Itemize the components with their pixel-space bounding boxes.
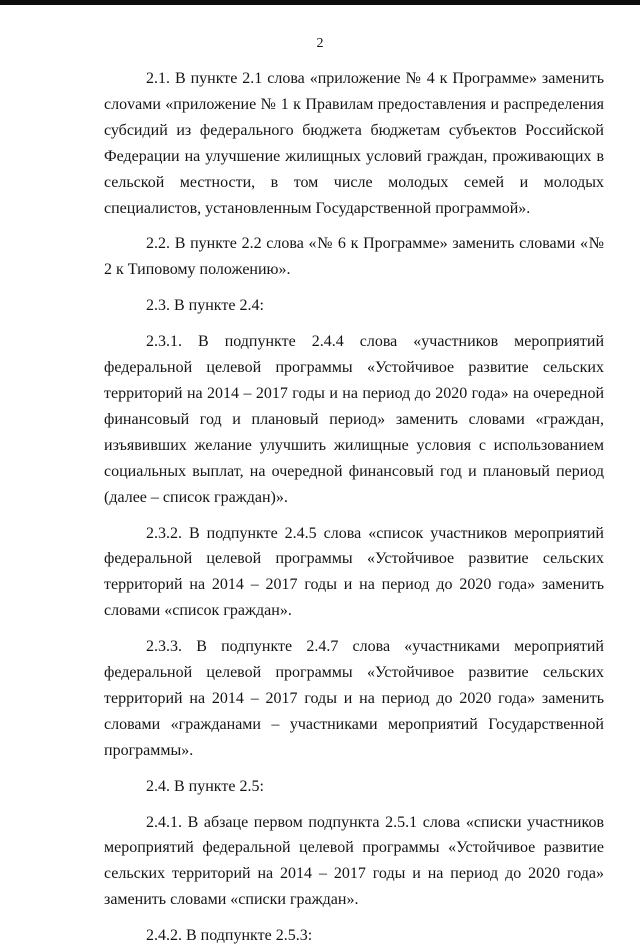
paragraph-2-4-1: 2.4.1. В абзаце первом подпункта 2.5.1 слова «списки участников мероприятий федеральной целевой программы «Устойчивое развитие сельских территорий на 2014 – 2017 годы и на период до 2020 года» заменить словами «списки граждан». <box>104 813 604 909</box>
paragraph-2-2: 2.2. В пункте 2.2 слова «№ 6 к Программе» заменить словами «№ 2 к Типовому положению». <box>104 235 604 279</box>
paragraph-2-1: 2.1. В пункте 2.1 слова «приложение № 4 к Программе» заменить слоvами «приложение № 1 к Правилам предоставления и распределения субсидий из федерального бюджета бюджетам субъектов Российской Федерации на улучшение жилищных условий граждан, проживающих в сельской местности, в том числе молодых семей и молодых специалистов, установленным Государственной программой». <box>104 70 604 217</box>
paragraph-2-4-2: 2.4.2. В подпункте 2.5.3: <box>146 927 313 945</box>
paragraph-2-3-1: 2.3.1. В подпункте 2.4.4 слова «участников мероприятий федеральной целевой программы «Устойчивое развитие сельских территорий на 2014 – 2017 годы и на период до 2020 года» на очередной финансовый год и плановый период» заменить словами «граждан, изъявивших желание улучшить жилищные условия с использованием социальных выплат, на очередной финансовый год и плановый период (далее – список граждан)». <box>104 333 604 506</box>
document-body <box>104 66 604 949</box>
paragraph-2-3-2: 2.3.2. В подпункте 2.4.5 слова «список участников мероприятий федеральной целевой программы «Устойчивое развитие сельских территорий на 2014 – 2017 годы и на период до 2020 года» заменить словами «список граждан». <box>104 524 604 620</box>
page-top-edge <box>0 0 640 5</box>
paragraph-2-3: 2.3. В пункте 2.4: <box>146 297 264 315</box>
paragraph-2-4: 2.4. В пункте 2.5: <box>146 777 264 795</box>
page-number: 2 <box>316 36 324 51</box>
paragraph-2-3-3: 2.3.3. В подпункте 2.4.7 слова «участниками мероприятий федеральной целевой программы «Устойчивое развитие сельских территорий на 2014 – 2017 годы и на период до 2020 года» заменить словами «гражданами – участниками мероприятий Государственной программы». <box>104 638 604 759</box>
